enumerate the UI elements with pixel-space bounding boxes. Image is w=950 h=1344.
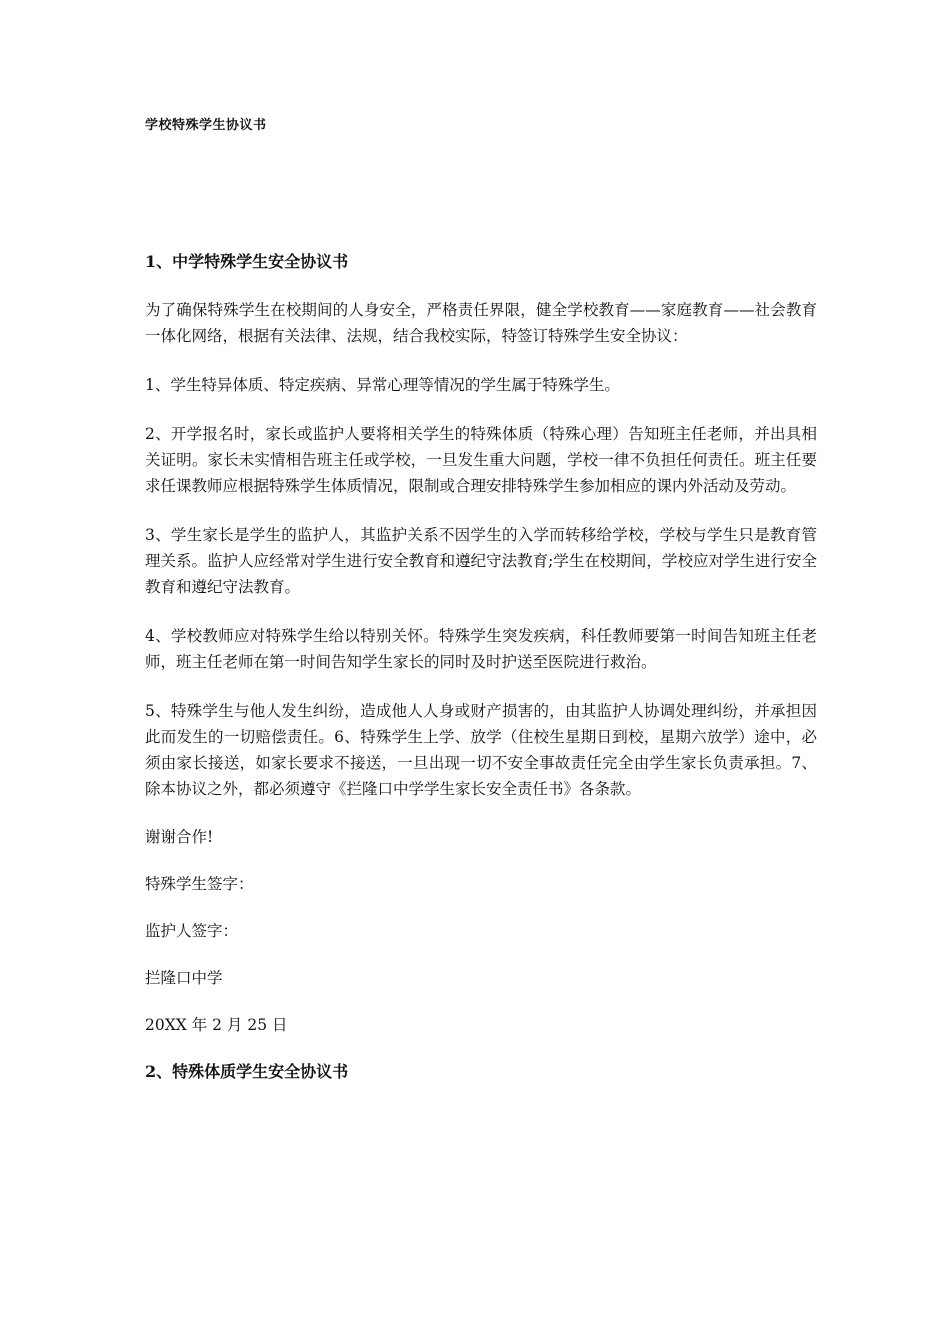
agreement-date: 20XX 年 2 月 25 日 (145, 1016, 288, 1034)
clause-3: 3、学生家长是学生的监护人，其监护关系不因学生的入学而转移给学校，学校与学生只是教育管理关系。监护人应经常对学生进行安全教育和遵纪守法教育;学生在校期间，学校应对学生进行安全教育和遵纪守法教育。 (145, 526, 817, 596)
section-2-title: 、特殊体质学生安全协议书 (156, 1062, 349, 1081)
intro-paragraph: 为了确保特殊学生在校期间的人身安全，严格责任界限，健全学校教育——家庭教育——社会教育一体化网络，根据有关法律、法规，结合我校实际，特签订特殊学生安全协议： (145, 301, 817, 345)
section-2-heading (145, 1060, 817, 1084)
student-signature-line: 特殊学生签字： (145, 875, 254, 893)
section-2-number: 2 (145, 1062, 157, 1081)
clause-4: 4、学校教师应对特殊学生给以特别关怀。特殊学生突发疾病，科任教师要第一时间告知班主任老师，班主任老师在第一时间告知学生家长的同时及时护送至医院进行救治。 (145, 627, 817, 671)
guardian-signature-line: 监护人签字： (145, 922, 239, 940)
clause-5-7: 5、特殊学生与他人发生纠纷，造成他人人身或财产损害的，由其监护人协调处理纠纷，并承担因此而发生的一切赔偿责任。6、特殊学生上学、放学（住校生星期日到校，星期六放学）途中，必须由家长接送，如家长要求不接送，一旦出现一切不安全事故责任完全由学生家长负责承担。7、除本协议之外，都必须遵守《拦隆口中学学生家长安全责任书》各条款。 (145, 702, 817, 798)
school-name: 拦隆口中学 (145, 969, 223, 987)
document-body (145, 250, 817, 1084)
thanks-line: 谢谢合作! (145, 828, 214, 846)
clause-2: 2、开学报名时，家长或监护人要将相关学生的特殊体质（特殊心理）告知班主任老师，并出具相关证明。家长未实情相告班主任或学校，一旦发生重大问题，学校一律不负担任何责任。班主任要求任课教师应根据特殊学生体质情况，限制或合理安排特殊学生参加相应的课内外活动及劳动。 (145, 425, 817, 495)
document-title: 学校特殊学生协议书 (145, 118, 267, 133)
section-1-title: 、中学特殊学生安全协议书 (156, 252, 349, 271)
section-1-number: 1 (145, 252, 157, 271)
section-1-heading (145, 250, 817, 274)
clause-1: 1、学生特异体质、特定疾病、异常心理等情况的学生属于特殊学生。 (145, 376, 620, 394)
